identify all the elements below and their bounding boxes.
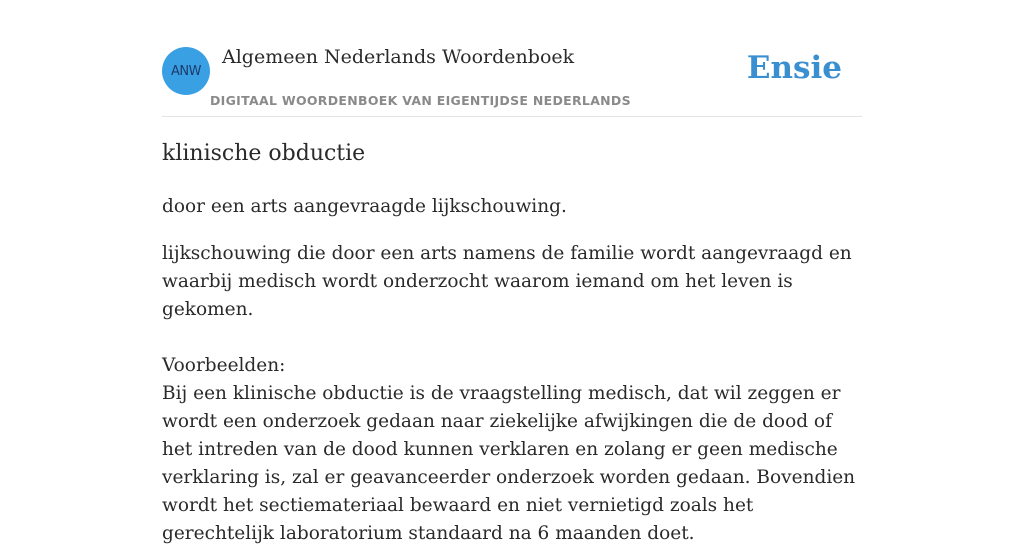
entry-headword: klinische obductie bbox=[162, 141, 366, 166]
ensie-brand-logo[interactable]: Ensie bbox=[746, 50, 842, 86]
site-header bbox=[162, 0, 862, 117]
anw-logo[interactable] bbox=[162, 47, 210, 95]
long-definition: lijkschouwing die door een arts namens de familie wordt aangevraagd en waarbij medisch wordt onderzocht waarom iemand om het leven is gekomen. bbox=[162, 243, 852, 320]
logo-text: ANW bbox=[171, 63, 201, 79]
site-title[interactable]: Algemeen Nederlands Woordenboek bbox=[222, 46, 575, 68]
short-definition: door een arts aangevraagde lijkschouwing. bbox=[162, 196, 567, 217]
example-text: Bij een klinische obductie is de vraagstelling medisch, dat wil zeggen er wordt een onderzoek gedaan naar ziekelijke afwijkingen die de dood of het intreden van de dood kunnen verklaren en zolang er geen medische verklaring is, zal er geavanceerder onderzoek worden gedaan. Bovendien wordt het sectiemateriaal bewaard en niet vernietigd zoals het gerechtelijk laboratorium standaard na 6 maanden doet. bbox=[162, 383, 856, 544]
site-subtitle: DIGITAAL WOORDENBOEK VAN EIGENTIJDSE NEDERLANDS bbox=[210, 93, 631, 108]
examples-label: Voorbeelden: bbox=[162, 355, 286, 376]
entry-content bbox=[162, 138, 862, 548]
